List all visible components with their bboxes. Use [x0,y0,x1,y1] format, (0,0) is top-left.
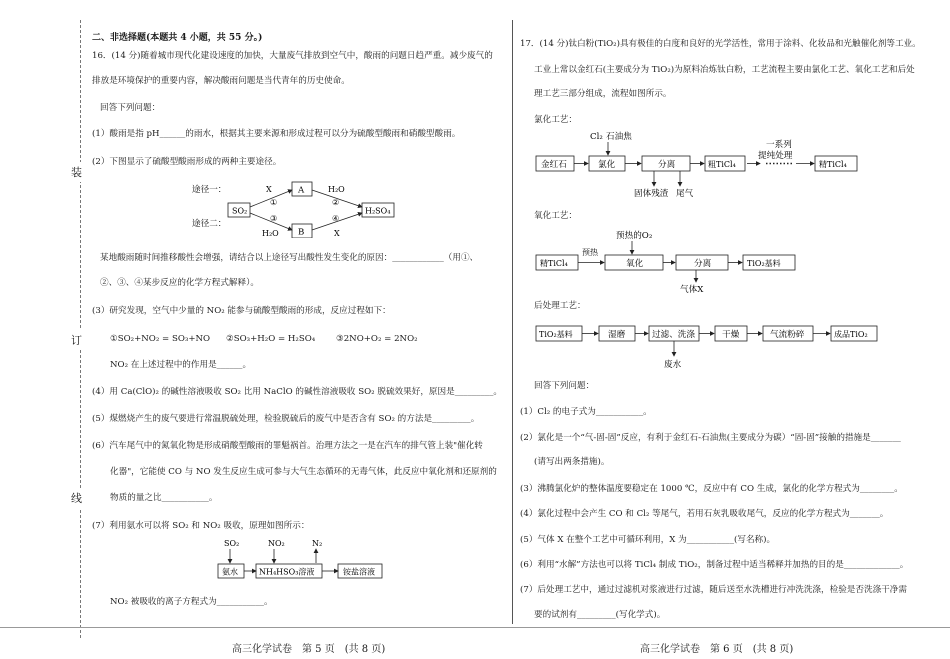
jet-mill-label: 气流粉碎 [770,330,805,340]
q16-part1: (1）酸雨是指 pH______的雨水，根据其主要来源和形成过程可以分为硫酸型酸雨和硝酸型酸雨。 [92,129,461,139]
separation-label: 分离 [658,160,676,170]
binding-char-xian: 线 [71,488,82,508]
q17-part5: (5）气体 X 在整个工艺中可循环利用，X 为___________(写名称)。 [520,535,776,545]
tail-gas-label: 尾气 [676,189,694,199]
binding-char-ding: 订 [71,330,82,350]
cl2-label: Cl₂ [590,132,603,142]
box-a-label: A [298,185,305,196]
q16-part7-question: NO₂ 被吸收的离子方程式为___________。 [110,597,273,607]
wet-grind-label: 湿磨 [608,330,626,340]
q17-intro-line1: 17．(14 分)钛白粉(TiO₂)具有极佳的白度和良好的光学活性，常用于涂料、化妆品和光触催化剂等工业。 [520,39,921,49]
post-treatment-flow-diagram [534,320,884,372]
rutile-label: 金红石 [541,160,567,170]
diagram2-so2-label: SO₂ [224,539,240,548]
q16-intro-line1: 16．(14 分)随着城市现代化建设速度的加快，大量废气排放到空气中，酸雨的问题日趋严重。减少废气的 [92,51,493,61]
q16-part6-line1: (6）汽车尾气中的氮氧化物是形成硝酸型酸雨的罪魁祸首。治理方法之一是在汽车的排气管上装"催化转 [92,441,483,451]
q16-part2: (2）下图显示了硫酸型酸雨形成的两种主要途径。 [92,157,282,167]
coke-label: 石油焦 [606,132,632,142]
ammonia-absorption-diagram [216,538,406,584]
q16-answer-prompt: 回答下列问题： [100,103,161,113]
tio2-base-label: TiO₂基料 [747,259,781,268]
q17-part4: (4）氯化过程中会产生 CO 和 Cl₂ 等尾气，若用石灰乳吸收尾气，反应的化学方程式为_______。 [520,509,889,519]
diagram2-no2-label: NO₂ [268,539,285,548]
series-label-line2: 提纯处理 [758,151,793,161]
chlorination-label: 氯化 [598,160,616,170]
reagent-h2o-top: H₂O [328,185,345,194]
q17-part3: (3）沸腾氯化炉的整体温度要稳定在 1000 ℃，反应中有 CO 生成，氯化的化学方程式为________。 [520,484,903,494]
box-b-label: B [298,227,305,238]
waste-water-label: 废水 [664,360,682,370]
q16-part5: (5）煤燃烧产生的废气要进行常温脱硫处理，检验脱硫后的废气中是否含有 SO₂ 的方法是_________。 [92,414,480,424]
oxidation-separation-label: 分离 [694,259,712,269]
q17-part7-line2: 要的试剂有_________(写化学式)。 [534,610,666,620]
reagent-x-top: X [266,185,272,194]
oxidation-label: 氧化 [626,259,644,269]
q16-intro-line2: 排放是环境保护的重要内容，解决酸雨问题是当代青年的历史使命。 [92,76,350,86]
reagent-x-bottom: X [334,229,340,238]
footer-divider [0,627,950,628]
acid-rain-route-diagram [192,178,412,238]
q16-part3: (3）研究发现，空气中少量的 NO₂ 能参与硫酸型酸雨的形成，反应过程如下： [92,306,391,316]
reagent-h2o-bottom: H₂O [262,229,279,238]
residue-label: 固体残渣 [634,189,669,199]
oxidation-title: 氧化工艺： [534,211,577,221]
reaction-3: ③2NO+O₂ = 2NO₂ [336,334,418,344]
binding-dashed-line [80,20,81,638]
footer-page-5: 高三化学试卷 第 5 页 (共 8 页) [232,644,386,655]
ammonium-salt-box-label: 铵盐溶液 [343,567,375,577]
binding-char-zhuang: 装 [71,162,82,182]
nh4hso3-box-label: NH₄HSO₃溶液 [259,567,315,577]
q16-part6-line2: 化器"，它能使 CO 与 NO 发生反应生成可参与大气生态循环的无毒气体，此反应中氧化剂和还原剂的 [110,467,497,477]
h2so4-label: H₂SO₄ [365,206,391,216]
q17-intro-line3: 理工艺三部分组成，流程如图所示。 [534,89,672,99]
reaction-2: ②SO₃+H₂O = H₂SO₄ [226,334,316,344]
gas-x-label: 气体X [680,285,704,294]
step-3-label: ③ [270,214,278,223]
product-label: 成品TiO₂ [834,330,868,339]
q16-part7: (7）利用氨水可以将 SO₂ 和 NO₂ 吸收，原理如图所示： [92,521,310,531]
step-4-label: ④ [332,214,340,223]
q17-part2-line2: (请写出两条措施)。 [534,457,610,467]
pure-ticl4-label: 精TiCl₄ [819,160,847,169]
q17-intro-line2: 工业上常以金红石(主要成分为 TiO₂)为原料冶炼钛白粉，工艺流程主要由氯化工艺、氧化工艺和后处 [534,65,915,75]
oxidation-flow-diagram [534,224,834,294]
reaction-1: ①SO₂+NO₂ = SO₃+NO [110,334,211,344]
route1-label: 途径一： [192,185,227,195]
post-treatment-title: 后处理工艺： [534,301,586,311]
so2-label: SO₂ [232,206,248,216]
ammonia-box-label: 氨水 [222,567,238,577]
chlorination-title: 氯化工艺： [534,115,577,125]
section-title: 二、非选择题(本题共 4 小题，共 55 分。) [92,33,263,43]
q16-part6-line3: 物质的量之比___________。 [110,493,218,503]
filter-wash-label: 过滤、洗涤 [652,330,695,340]
post-base-label: TiO₂基料 [539,330,573,339]
route2-label: 途径二： [192,219,227,229]
q17-part1: (1）Cl₂ 的电子式为___________。 [520,407,652,417]
q16-part3-question: NO₂ 在上述过程中的作用是______。 [110,360,252,370]
q16-part2-question-line1: 某地酸雨随时间推移酸性会增强，请结合以上途径写出酸性发生变化的原因：____________（用①、 [100,253,479,263]
q16-part2-question-line2: ②、③、④某步反应的化学方程式解释）。 [100,278,259,288]
dry-label: 干燥 [722,330,740,340]
preheat-label: 预热 [582,248,598,257]
diagram2-n2-label: N₂ [312,539,323,548]
pure-ticl4-feed-label: 精TiCl₄ [540,259,568,268]
step-2-label: ② [332,198,340,207]
q17-part2-line1: (2）氯化是一个“气-固-固”反应，有利于金红石-石油焦(主要成分为碳）“固-固”接触的措施是_______ [520,433,901,443]
q17-answer-prompt: 回答下列问题： [534,381,595,391]
q17-part6: (6）利用“水解”方法也可以将 TiCl₄ 制成 TiO₂，制备过程中适当稀释并加热的目的是_____________。 [520,560,909,570]
q17-part7-line1: (7）后处理工艺中，通过过滤机对浆液进行过滤，随后送至水洗槽进行冲洗洗涤，检验是否洗涤干净需 [520,585,907,595]
step-1-label: ① [270,198,278,207]
chlorination-flow-diagram [534,128,874,200]
crude-ticl4-label: 粗TiCl₄ [708,160,736,169]
footer-page-6: 高三化学试卷 第 6 页 (共 8 页) [640,644,794,655]
q16-part4: (4）用 Ca(ClO)₂ 的碱性溶液吸收 SO₂ 比用 NaClO 的碱性溶液吸收 SO₂ 脱硫效果好，原因是_________。 [92,387,502,397]
column-divider [512,20,513,624]
preheated-o2-label: 预热的O₂ [616,231,653,241]
series-label-line1: 一系列 [766,140,792,150]
